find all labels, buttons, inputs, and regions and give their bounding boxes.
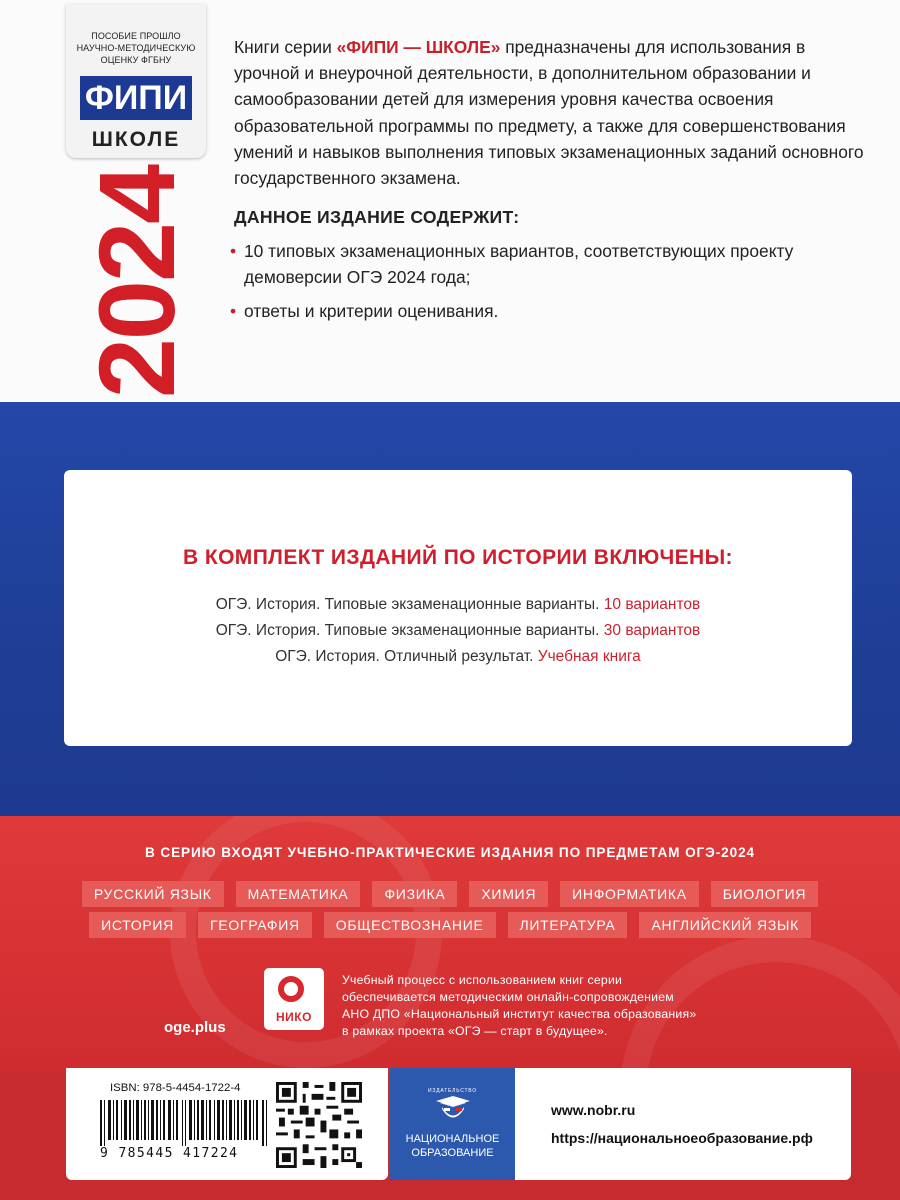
niko-description bbox=[342, 972, 772, 1040]
links-panel bbox=[515, 1068, 851, 1180]
subject-chip: РУССКИЙ ЯЗЫК bbox=[82, 881, 224, 907]
kit-item bbox=[64, 618, 852, 644]
top-section bbox=[0, 0, 900, 402]
subject-chip: БИОЛОГИЯ bbox=[711, 881, 818, 907]
oge-plus-site: oge.plus bbox=[164, 1019, 226, 1036]
intro-post: предназначены для использования в урочной и внеурочной деятельности, в дополнительном образовании и самообразовании детей для измерения уровня качества освоения образовательной программы по предмету, а также для совершенствования умений и навыков выполнения типовых экзаменационных заданий основного государственного экзамена. bbox=[234, 37, 864, 189]
subject-chips-row-2 bbox=[0, 912, 900, 938]
kit-item bbox=[64, 592, 852, 618]
niko-desc-line: Учебный процесс с использованием книг серии bbox=[342, 973, 623, 987]
intro-pre: Книги серии bbox=[234, 37, 337, 57]
badge-shkole: ШКОЛЕ bbox=[91, 128, 181, 151]
niko-desc-line: АНО ДПО «Национальный институт качества образования» bbox=[342, 1007, 697, 1021]
kit-title: В КОМПЛЕКТ ИЗДАНИЙ ПО ИСТОРИИ ВКЛЮЧЕНЫ: bbox=[183, 546, 733, 569]
kit-item-text: ОГЭ. История. Типовые экзаменационные варианты. bbox=[215, 622, 600, 639]
qr-code-icon bbox=[276, 1082, 362, 1168]
subject-chip: МАТЕМАТИКА bbox=[236, 881, 361, 907]
link-nobr[interactable]: www.nobr.ru bbox=[551, 1102, 636, 1118]
subject-chip: ИСТОРИЯ bbox=[89, 912, 186, 938]
badge-note: ПОСОБИЕ ПРОШЛО НАУЧНО-МЕТОДИЧЕСКУЮ ОЦЕНКУ ФГБНУ bbox=[76, 31, 196, 65]
niko-desc-line: обеспечивается методическим онлайн-сопровождением bbox=[342, 990, 674, 1004]
niko-ring-icon bbox=[278, 976, 304, 1002]
subject-chip: ЛИТЕРАТУРА bbox=[508, 912, 628, 938]
kit-item-accent: 10 вариантов bbox=[603, 596, 701, 613]
intro-paragraph bbox=[234, 34, 874, 191]
kit-item-text: ОГЭ. История. Типовые экзаменационные варианты. bbox=[215, 596, 600, 613]
publisher-logo-icon bbox=[428, 1082, 478, 1122]
publisher-name: НАЦИОНАЛЬНОЕ ОБРАЗОВАНИЕ bbox=[405, 1133, 500, 1159]
subject-chip: ГЕОГРАФИЯ bbox=[198, 912, 312, 938]
contents-title: ДАННОЕ ИЗДАНИЕ СОДЕРЖИТ: bbox=[234, 207, 520, 227]
kit-item bbox=[64, 644, 852, 670]
subject-chip: ФИЗИКА bbox=[372, 881, 457, 907]
kit-card bbox=[64, 470, 852, 746]
kit-item-accent: 30 вариантов bbox=[603, 622, 701, 639]
isbn-label: ISBN: 978-5-4454-1722-4 bbox=[110, 1082, 241, 1094]
contents-item: • 10 типовых экзаменационных вариантов, соответствующих проекту демоверсии ОГЭ 2024 года; bbox=[230, 239, 880, 290]
niko-desc-line: в рамках проекта «ОГЭ — старт в будущее». bbox=[342, 1024, 608, 1038]
niko-logo-text: НИКО bbox=[276, 1010, 312, 1024]
badge-fipi-logo: ФИПИ bbox=[80, 76, 192, 120]
fipi-badge bbox=[66, 4, 206, 158]
publisher-panel bbox=[390, 1068, 515, 1180]
link-natsobrazovanie[interactable]: https://национальноеобразование.рф bbox=[551, 1130, 813, 1146]
subject-chip: ОБЩЕСТВОЗНАНИЕ bbox=[324, 912, 496, 938]
series-title: В СЕРИЮ ВХОДЯТ УЧЕБНО-ПРАКТИЧЕСКИЕ ИЗДАНИЯ ПО ПРЕДМЕТАМ ОГЭ-2024 bbox=[144, 845, 756, 860]
intro-series-name: «ФИПИ — ШКОЛЕ» bbox=[336, 37, 501, 57]
kit-item-text: ОГЭ. История. Отличный результат. bbox=[275, 648, 534, 665]
subject-chips-row-1 bbox=[0, 881, 900, 907]
subject-chip: ИНФОРМАТИКА bbox=[560, 881, 699, 907]
publisher-small-label: ИЗДАТЕЛЬСТВО bbox=[428, 1088, 477, 1094]
contents-item: • ответы и критерии оценивания. bbox=[230, 299, 880, 325]
barcode-digits: 9 785445 417224 bbox=[100, 1146, 239, 1161]
contents-list bbox=[230, 239, 880, 334]
barcode-icon bbox=[100, 1100, 270, 1146]
barcode-panel bbox=[66, 1068, 388, 1180]
niko-logo bbox=[264, 968, 324, 1030]
year-vertical: 2024 bbox=[76, 165, 197, 399]
subject-chip: АНГЛИЙСКИЙ ЯЗЫК bbox=[639, 912, 810, 938]
kit-item-accent: Учебная книга bbox=[537, 648, 641, 665]
kit-list bbox=[64, 592, 852, 670]
subject-chip: ХИМИЯ bbox=[469, 881, 548, 907]
